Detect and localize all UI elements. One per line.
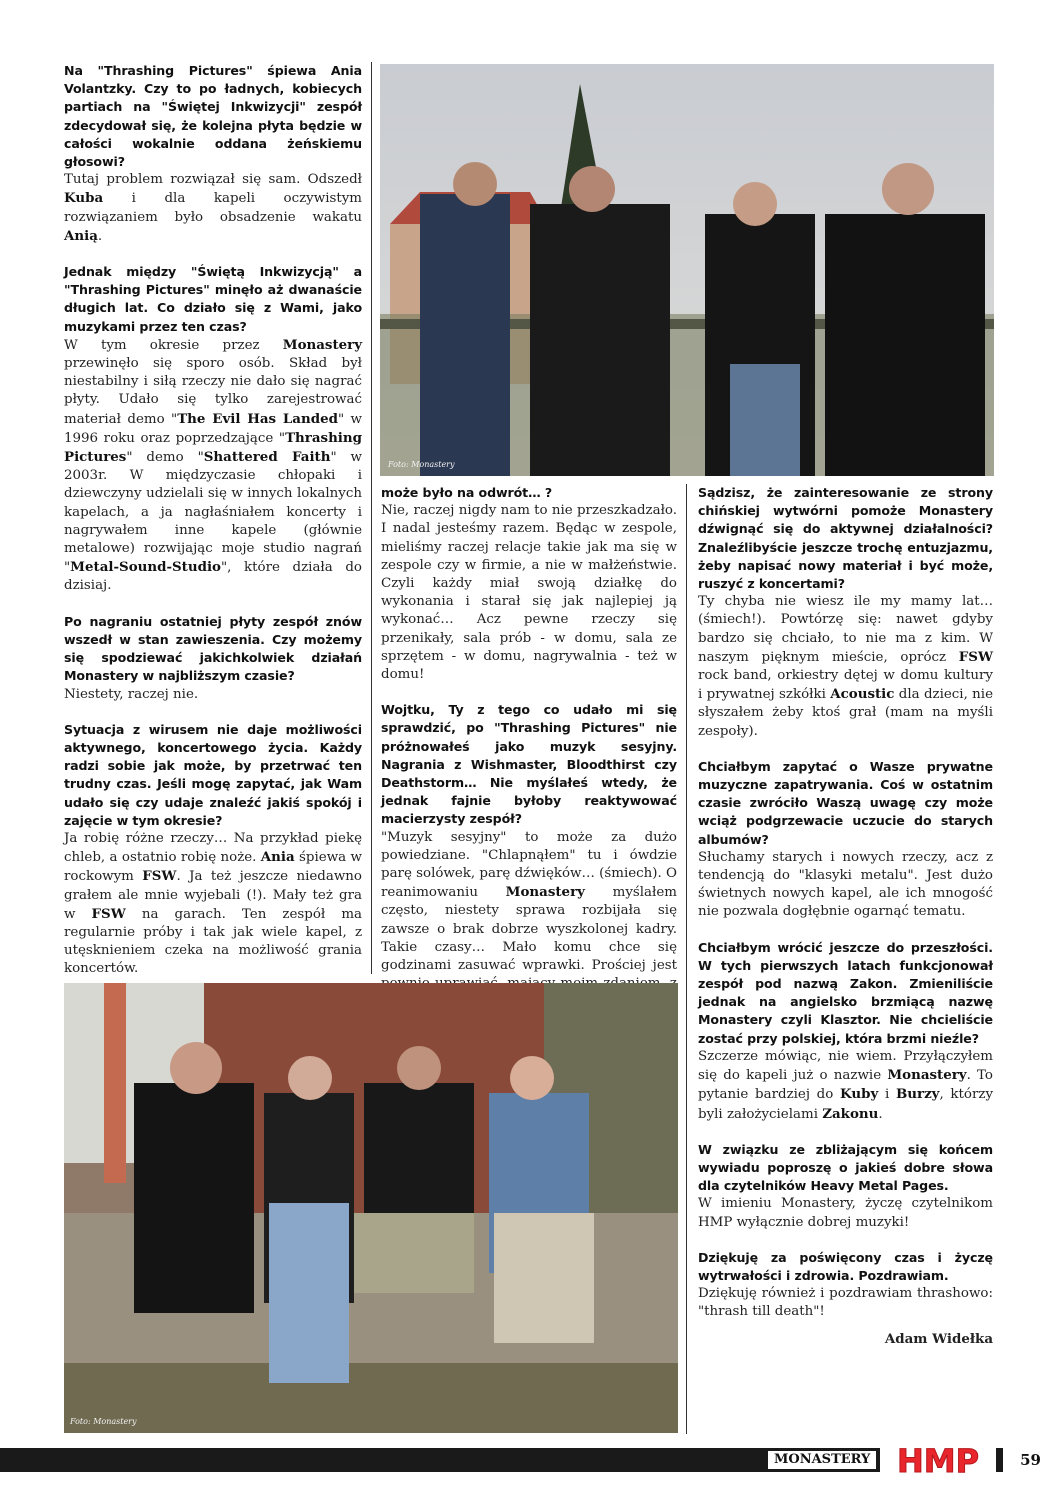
hmp-logo	[880, 1442, 996, 1478]
answer-9: Szczerze mówiąc, nie wiem. Przyłączyłem się do kapeli już o nazwie Monastery. To pytanie bardziej do Kuby i Burzy, którzy byli założycielami Zakonu.	[698, 1048, 994, 1122]
page-number: 59	[1003, 1446, 1058, 1474]
question-7: Sądzisz, że zainteresowanie ze strony chińskiej wytwórni pomoże Monastery dźwignąć się do aktywnej działalności? Znaleźlibyście jeszcze trochę entuzjazmu, żeby napisać nowy materiał i być może, ruszyć z koncertami?	[698, 485, 993, 592]
answer-10: W imieniu Monastery, życzę czytelnikom HMP wyłącznie dobrej muzyki!	[698, 1196, 993, 1230]
answer-2: W tym okresie przez Monastery przewinęło się sporo osób. Skład był niestabilny i siłą rzeczy nie dało się nagrać płyty. Udało się tylko zarejestrować materiał demo "The Evil Has Landed" w 1996 roku oraz poprzedzające "Thrashing Pictures" demo "Shattered Faith" w 2003r. W międzyczasie chłopaki i dziewczyny udzielali się w innych lokalnych kapelach, a ja nagłaśniałem koncerty i nagrywałem inne kapele (głównie metalowe) rozwijając moje studio nagrań "Metal-Sound-Studio", które działa do dzisiaj.	[64, 336, 363, 594]
question-9: Chciałbym wrócić jeszcze do przeszłości. W tych pierwszych latach funkcjonował zespół pod nazwą Zakon. Zmieniliście jednak na angielsko brzmiącą nazwę Monastery czyli Klasztor. Nie chcieliście zostać przy polskiej, która brzmi nieźle?	[698, 939, 993, 1046]
answer-5: Nie, raczej nigdy nam to nie przeszkadzało. I nadal jesteśmy razem. Będąc w zespole, mieliśmy raczej relacje takie jak ma się w zespole czy w firmie, a nie w małżeństwie. Czyli każdy miał swoją działkę do wykonania i starał się jak najlepiej ją wykonać… Acz pewne rzeczy się przenikały, sala prób - w domu, sala ze sprzętem - w domu, nagrywalnia - też w domu!	[381, 503, 677, 683]
question-4: Sytuacja z wirusem nie daje możliwości aktywnego, koncertowego życia. Każdy radzi sobie jak może, by przetrwać ten trudny czas. Jeśli mogę zapytać, jak Wam udało się czy udaje znaleźć jakiś spokój i zajęcie w tym okresie?	[64, 721, 362, 828]
question-10: W związku ze zbliżającym się końcem wywiadu poproszę o jakieś dobre słowa dla czytelników Heavy Metal Pages.	[698, 1141, 993, 1194]
question-3: Po nagraniu ostatniej płyty zespół znów wszedł w stan zawieszenia. Czy możemy się spodziewać jakichkolwiek działań Monastery w najbliższym czasie?	[64, 613, 362, 684]
question-6: Wojtku, Ty z tego co udało mi się sprawdzić, po "Thrashing Pictures" nie próżnowałeś jako muzyk sesyjny. Nagrania z Wishmaster, Bloodthirst czy Deathstorm… Nie myślałeś wtedy, że jednak fajnie byłoby reaktywować macierzysty zespół?	[381, 702, 677, 827]
band-photo-top-image	[380, 64, 994, 476]
article-column-3	[698, 484, 993, 1348]
footer-section-label: MONASTERY	[768, 1451, 876, 1469]
column-divider-1	[371, 62, 372, 974]
answer-3: Niestety, raczej nie.	[64, 686, 199, 702]
author-signature: Adam Widełka	[884, 1330, 993, 1347]
question-5-continued: może było na odwrót… ?	[381, 485, 553, 500]
hmp-logo-text: HMP	[896, 1442, 980, 1478]
answer-7: Ty chyba nie wiesz ile my mamy lat… (śmiech!). Powtórzę się: nawet gdyby bardzo się chciało, to nie ma z kim. W naszym pięknym mieście, oprócz FSW rock band, orkiestry dętej w domu kultury i prywatnej szkółki Acoustic dla dzieci, nie słyszałem żeby ktoś grał (mam na myśli zespoły).	[698, 594, 993, 739]
answer-6: "Muzyk sesyjny" to może za dużo powiedziane. "Chlapnąłem" tu i ówdzie parę solówek, parę dźwięków… (śmiech). O reanimowaniu Monastery myślałem często, niestety sprawa rozbijała się zawsze o brak dobrze wyszkolonej kadry. Takie czasy… Mało komu chce się godzinami zasuwać wprawki. Prościej jest	[381, 829, 677, 974]
answer-1: Tutaj problem rozwiązał się sam. Odszedł Kuba i dla kapeli oczywistym rozwiązaniem było obsadzenie wakatu Anią.	[64, 172, 362, 244]
answer-8: Słuchamy starych i nowych rzeczy, acz z tendencją do "klasyki metalu". Jest dużo świetnych nowych kapel, ale ich mnogość nie pozwala dogłębnie ogarnąć tematu.	[698, 849, 993, 920]
column-divider-2	[686, 484, 687, 1434]
question-11: Dziękuję za poświęcony czas i życzę wytrwałości i zdrowia. Pozdrawiam.	[698, 1249, 993, 1283]
band-photo-bottom	[64, 983, 678, 1433]
answer-11: Dziękuję również i pozdrawiam thrashowo: "thrash till death"!	[698, 1286, 993, 1320]
band-photo-top	[380, 64, 994, 476]
article-column-1	[64, 62, 362, 1087]
answer-4: Ja robię różne rzeczy… Na przykład piekę chleb, a ostatnio robię noże. Ania śpiewa w rockowym FSW. Ja też jeszcze niedawno grałem ale mnie wyjebali (!). Mały też gra w FSW na garach. Ten zespół ma regularnie próby i tak jak wiele kapel, z utęsknieniem czeka na możliwość grania koncertów.	[64, 830, 362, 977]
band-photo-bottom-image	[64, 983, 678, 1433]
question-2: Jednak między "Świętą Inkwizycją" a "Thrashing Pictures" minęło aż dwanaście długich lat. Co działo się z Wami, jako muzykami przez ten czas?	[64, 264, 362, 334]
photo-credit-bottom: Foto: Monastery	[70, 1417, 137, 1426]
article-column-2	[381, 484, 677, 1047]
question-8: Chciałbym zapytać o Wasze prywatne muzyczne zapatrywania. Coś w ostatnim czasie zwróciło Waszą uwagę czy może wciąż podgrzewacie uczucie do starych albumów?	[698, 758, 993, 847]
question-1: Na "Thrashing Pictures" śpiewa Ania Volantzky. Czy to po ładnych, kobiecych partiach na "Świętej Inkwizycji" zespół zdecydował się, że kolejna płyta będzie w całości wokalnie oddana żeńskiemu głosowi?	[64, 63, 362, 170]
hmp-logo-mark	[880, 1442, 996, 1478]
photo-credit-top: Foto: Monastery	[388, 460, 455, 469]
